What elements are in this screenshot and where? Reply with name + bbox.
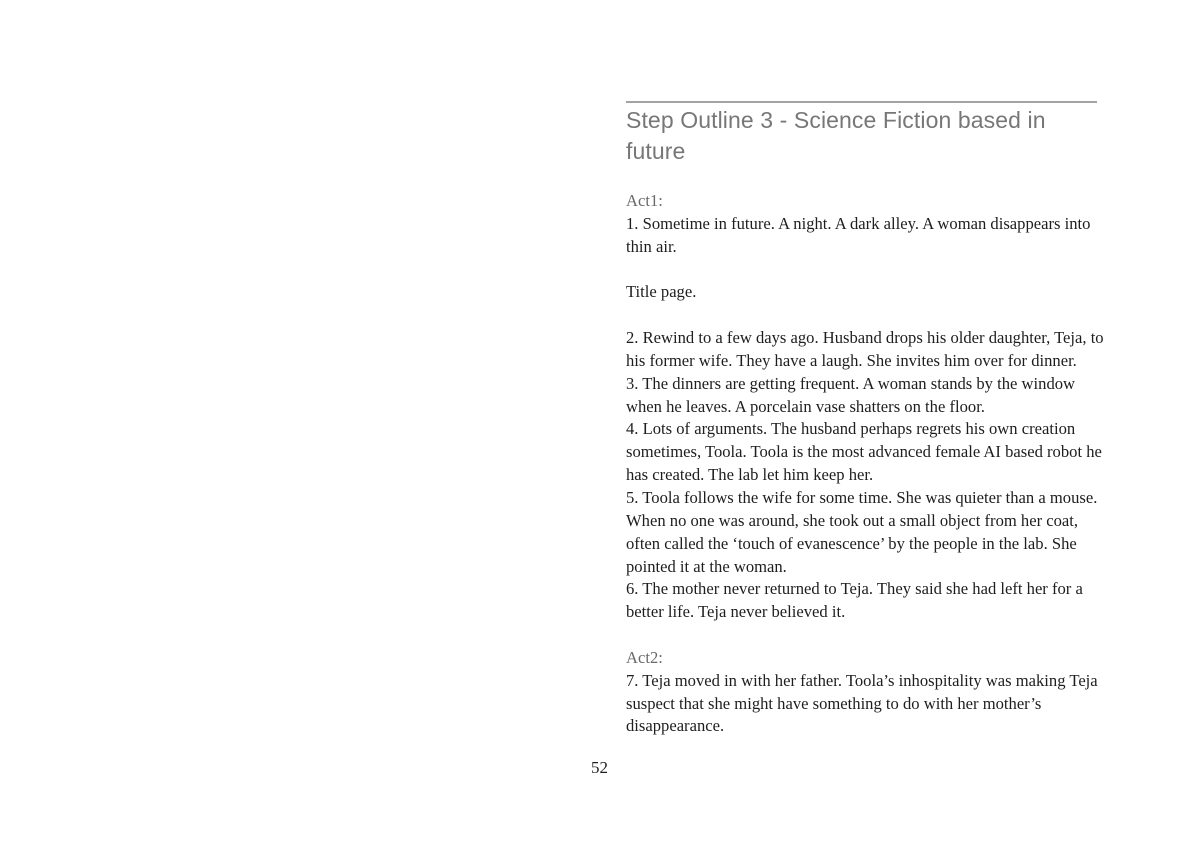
title-page-note: Title page. (626, 282, 697, 302)
title-rule (626, 101, 1097, 103)
page-number: 52 (591, 758, 608, 777)
outline-item-2: 2. Rewind to a few days ago. Husband drops his older daughter, Teja, to his former wife. They have a laugh. She invites him over for dinner. (626, 328, 1104, 370)
paragraph-gap (626, 259, 1106, 282)
outline-item-3: 3. The dinners are getting frequent. A woman stands by the window when he leaves. A porcelain vase shatters on the floor. (626, 373, 1076, 416)
paragraph-gap (626, 304, 1106, 327)
outline-item-4: 4. Lots of arguments. The husband perhaps regrets his own creation sometimes, Toola. Toola is the most advanced female AI based robot he has created. The lab let him keep her. (626, 419, 1102, 485)
act1-label: Act1: (626, 191, 663, 210)
outline-item-1: 1. Sometime in future. A night. A dark alley. A woman disappears into thin air. (626, 213, 1091, 256)
outline-item-5: 5. Toola follows the wife for some time. She was quieter than a mouse. When no one was around, she took out a small object from her coat, often called the ‘touch of evanescence’ by the people in the lab. She pointed it at the woman. (626, 487, 1098, 576)
act2-label: Act2: (626, 647, 663, 667)
outline-item-7: 7. Teja moved in with her father. Toola’s inhospitality was making Teja suspect that she might have something to do with her mother’s disappearance. (626, 670, 1098, 736)
outline-item-6: 6. The mother never returned to Teja. They said she had left her for a better life. Teja never believed it. (626, 579, 1083, 622)
page-title: Step Outline 3 - Science Fiction based in future (626, 107, 1046, 164)
paragraph-gap (626, 624, 1106, 647)
outline-body (626, 190, 1106, 738)
